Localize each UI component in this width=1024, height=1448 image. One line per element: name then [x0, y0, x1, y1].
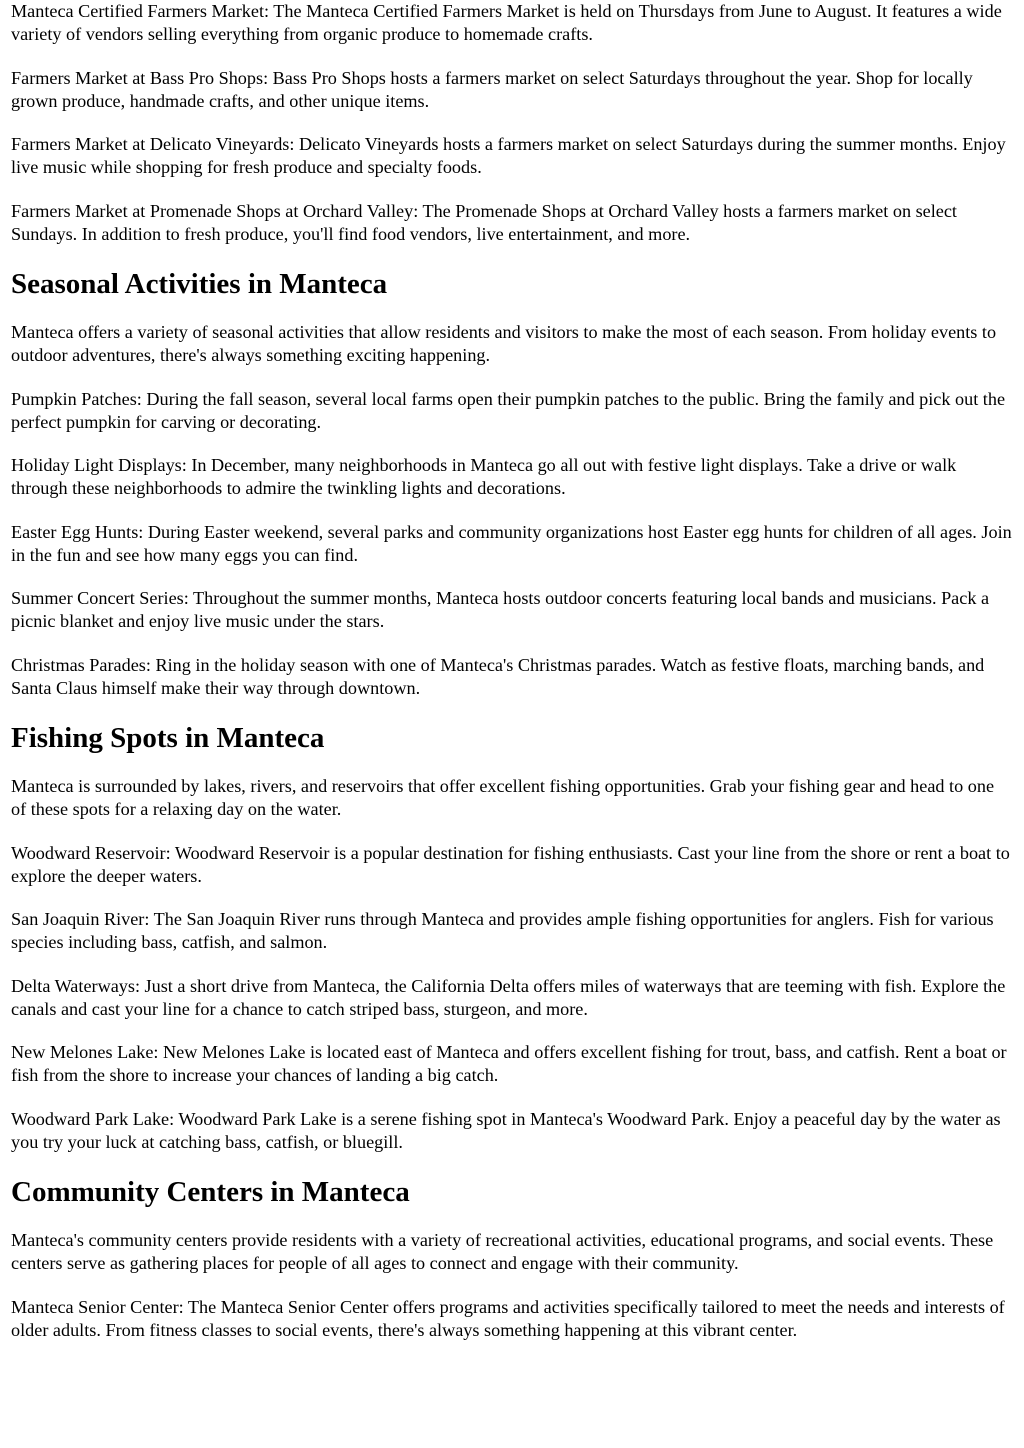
- community-centers-section: [11, 1174, 1013, 1342]
- seasonal-activities-section: [11, 266, 1013, 700]
- farmers-markets-section: [11, 0, 1013, 246]
- paragraph: Farmers Market at Bass Pro Shops: Bass Pro Shops hosts a farmers market on select Saturdays throughout the year. Shop for locally grown produce, handmade crafts, and other unique items.: [11, 67, 973, 111]
- paragraph: Pumpkin Patches: During the fall season, several local farms open their pumpkin patches to the public. Bring the family and pick out the perfect pumpkin for carving or decorating.: [11, 388, 1006, 432]
- section-heading: Seasonal Activities in Manteca: [11, 268, 388, 300]
- section-heading: Fishing Spots in Manteca: [11, 722, 325, 754]
- paragraph: Manteca offers a variety of seasonal activities that allow residents and visitors to make the most of each season. From holiday events to outdoor adventures, there's always something exciting happening.: [11, 322, 997, 365]
- paragraph: New Melones Lake: New Melones Lake is located east of Manteca and offers excellent fishing for trout, bass, and catfish. Rent a boat or fish from the shore to increase your chances of landing a big catch.: [11, 1042, 1007, 1085]
- paragraph: Holiday Light Displays: In December, many neighborhoods in Manteca go all out with festive light displays. Take a drive or walk through these neighborhoods to admire the twinkling lights and decorations.: [11, 455, 957, 498]
- paragraph: Farmers Market at Delicato Vineyards: Delicato Vineyards hosts a farmers market on select Saturdays during the summer months. Enjoy live music while shopping for fresh produce and specialty foods.: [11, 134, 1006, 177]
- paragraph: Delta Waterways: Just a short drive from Manteca, the California Delta offers miles of waterways that are teeming with fish. Explore the canals and cast your line for a chance to catch striped bass, sturgeon, and more.: [11, 975, 1006, 1019]
- paragraph: San Joaquin River: The San Joaquin River runs through Manteca and provides ample fishing opportunities for anglers. Fish for various species including bass, catfish, and salmon.: [11, 909, 994, 952]
- paragraph: Farmers Market at Promenade Shops at Orchard Valley: The Promenade Shops at Orchard Valley hosts a farmers market on select Sundays. In addition to fresh produce, you'll find food vendors, live entertainment, and more.: [11, 200, 957, 244]
- paragraph: Manteca is surrounded by lakes, rivers, and reservoirs that offer excellent fishing opportunities. Grab your fishing gear and head to one of these spots for a relaxing day on the water.: [11, 776, 995, 819]
- paragraph: Manteca's community centers provide residents with a variety of recreational activities, educational programs, and social events. These centers serve as gathering places for people of all ages to connect and engage with their community.: [11, 1230, 994, 1273]
- paragraph: Easter Egg Hunts: During Easter weekend, several parks and community organizations host Easter egg hunts for children of all ages. Join in the fun and see how many eggs you can find.: [11, 521, 1012, 565]
- paragraph: Christmas Parades: Ring in the holiday season with one of Manteca's Christmas parades. Watch as festive floats, marching bands, and Santa Claus himself make their way through downtown.: [11, 654, 985, 698]
- paragraph: Woodward Park Lake: Woodward Park Lake is a serene fishing spot in Manteca's Woodward Park. Enjoy a peaceful day by the water as you try your luck at catching bass, catfish, or bluegill.: [11, 1108, 1001, 1152]
- paragraph: Manteca Senior Center: The Manteca Senior Center offers programs and activities specifically tailored to meet the needs and interests of older adults. From fitness classes to social events, there's always something happening at this vibrant center.: [11, 1296, 1005, 1340]
- section-heading: Community Centers in Manteca: [11, 1176, 410, 1208]
- paragraph: Summer Concert Series: Throughout the summer months, Manteca hosts outdoor concerts featuring local bands and musicians. Pack a picnic blanket and enjoy live music under the stars.: [11, 588, 990, 631]
- fishing-spots-section: [11, 720, 1013, 1154]
- paragraph: Woodward Reservoir: Woodward Reservoir is a popular destination for fishing enthusiasts. Cast your line from the shore or rent a boat to explore the deeper waters.: [11, 842, 1010, 886]
- paragraph: Manteca Certified Farmers Market: The Manteca Certified Farmers Market is held on Thursdays from June to August. It features a wide variety of vendors selling everything from organic produce to homemade crafts.: [11, 1, 1002, 44]
